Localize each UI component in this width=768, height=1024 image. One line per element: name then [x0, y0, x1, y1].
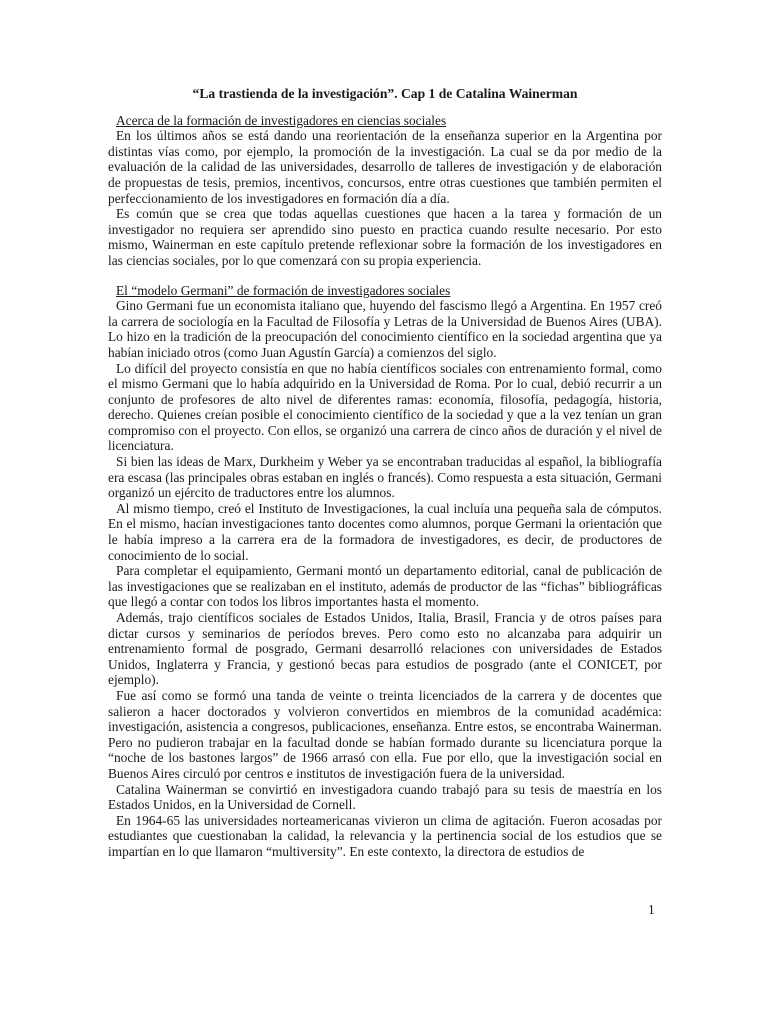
- paragraph: Gino Germani fue un economista italiano que, huyendo del fascismo llegó a Argentina. En 1957 creó la carrera de sociología en la Facultad de Filosofía y Letras de la Universidad de Buenos Aires (UBA). Lo hizo en la tradición de la preocupación del conocimiento científico en la sociedad argentina que ya habían iniciado otros (como Juan Agustín García) a comienzos del siglo.: [108, 298, 662, 360]
- section-modelo-germani: [108, 283, 662, 860]
- document-title: “La trastienda de la investigación”. Cap 1 de Catalina Wainerman: [192, 86, 578, 101]
- paragraph: Si bien las ideas de Marx, Durkheim y Weber ya se encontraban traducidas al español, la bibliografía era escasa (las principales obras estaban en inglés o francés). Como respuesta a esta situación, Germani organizó un ejército de traductores entre los alumnos.: [108, 454, 662, 501]
- paragraph: Para completar el equipamiento, Germani montó un departamento editorial, canal de publicación de las investigaciones que se realizaban en el instituto, además de productor de las “fichas” bibliográficas que llegó a contar con todos los libros importantes hasta el momento.: [108, 563, 662, 610]
- paragraph: Al mismo tiempo, creó el Instituto de Investigaciones, la cual incluía una pequeña sala de cómputos. En el mismo, hacían investigaciones tanto docentes como alumnos, porque Germani la orientación que le había impreso a la carrera era de la formadora de investigadores, es decir, de productores de conocimiento de lo social.: [108, 500, 662, 563]
- section-heading: Acerca de la formación de investigadores en ciencias sociales: [116, 112, 447, 128]
- paragraph: Catalina Wainerman se convirtió en investigadora cuando trabajó para su tesis de maestría en los Estados Unidos, en la Universidad de Cornell.: [108, 781, 662, 813]
- page-number: 1: [648, 902, 655, 917]
- document-page: [108, 86, 662, 860]
- paragraph: Además, trajo científicos sociales de Estados Unidos, Italia, Brasil, Francia y de otros países para dictar cursos y seminarios de períodos breves. Pero como esto no alcanzaba para adquirir un entrenamiento formal de posgrado, Germani desarrolló relaciones con universidades de Estados Unidos, Inglaterra y Francia, y gestionó becas para estudios de posgrado (ante el CONICET, por ejemplo).: [108, 610, 662, 688]
- section-heading: El “modelo Germani” de formación de investigadores sociales: [116, 282, 451, 298]
- paragraph: En los últimos años se está dando una reorientación de la enseñanza superior en la Argentina por distintas vías como, por ejemplo, la promoción de la investigación. La cual se da por medio de la evaluación de la calidad de las universidades, desarrollo de talleres de investigación y de elaboración de propuestas de tesis, premios, incentivos, concursos, entre otras cuestiones que también permiten el perfeccionamiento de los investigadores en formación día a día.: [108, 128, 662, 206]
- paragraph: Es común que se crea que todas aquellas cuestiones que hacen a la tarea y formación de un investigador no requiera ser aprendido sino puesto en practica cuando resulte necesario. Por esto mismo, Wainerman en este capítulo pretende reflexionar sobre la formación de los investigadores en las ciencias sociales, por lo que comenzará con su propia experiencia.: [108, 206, 662, 268]
- paragraph: Lo difícil del proyecto consistía en que no había científicos sociales con entrenamiento formal, como el mismo Germani que lo había adquirido en la Universidad de Roma. Por lo cual, debió recurrir a un conjunto de profesores de alto nivel de diferentes ramas: economía, filosofía, pedagogía, historia, derecho. Quienes creían posible el conocimiento científico de la sociedad y que a la vez tenían un gran compromiso con el proyecto. Con ellos, se organizó una carrera de cinco años de duración y el nivel de licenciatura.: [108, 360, 662, 454]
- paragraph: Fue así como se formó una tanda de veinte o treinta licenciados de la carrera y de docentes que salieron a hacer doctorados y volvieron convertidos en miembros de la comunidad académica: investigación, asistencia a congresos, publicaciones, enseñanza. Entre estos, se encontraba Wainerman. Pero no pudieron trabajar en la facultad donde se habían formado durante su licenciatura porque la “noche de los bastones largos” de 1966 arrasó con ella. Fue por ello, que la investigación social en Buenos Aires circuló por centros e institutos de investigación fuera de la universidad.: [108, 687, 662, 781]
- paragraph: En 1964-65 las universidades norteamericanas vivieron un clima de agitación. Fueron acosadas por estudiantes que cuestionaban la calidad, la relevancia y la pertinencia social de los estudios que se impartían en lo que llamaron “multiversity”. En este contexto, la directora de estudios de: [108, 812, 662, 859]
- section-formacion: [108, 113, 662, 269]
